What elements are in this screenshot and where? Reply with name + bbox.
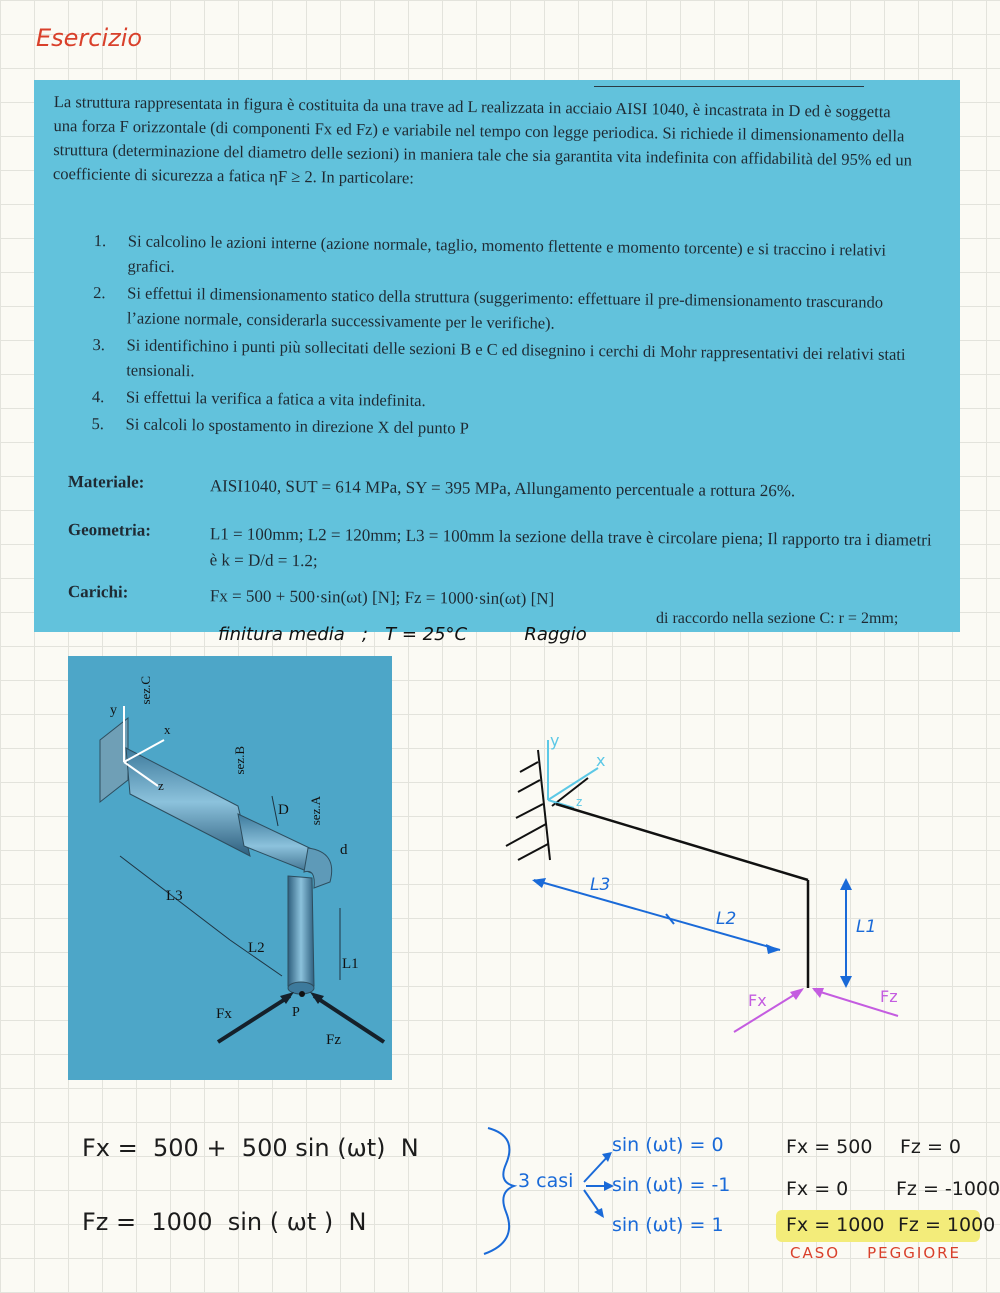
sketch-label-x: x (596, 751, 606, 770)
sketch-label-Fz: Fz (880, 987, 898, 1006)
equation-fz: Fz = 1000 sin ( ωt ) N (82, 1208, 367, 1236)
fig-label-P: P (292, 1005, 300, 1020)
page-title: Esercizio (36, 24, 143, 52)
fig-label-L3: L3 (166, 888, 183, 904)
sketch-label-Fx: Fx (748, 991, 767, 1010)
case1-fz: Fz = 0 (900, 1136, 961, 1158)
sketch-label-L3: L3 (590, 875, 611, 895)
fig-label-D: D (278, 802, 289, 818)
hand-sketch (490, 720, 930, 1050)
task-item: 5. Si calcoli lo spostamento in direzione X del punto P (91, 413, 469, 438)
case2-fx: Fx = 0 (786, 1178, 849, 1200)
task-item: 3. Si identifichino i punti più sollecitati delle sezioni B e C ed disegnino i cerchi di Mohr rappresentativi dei relativi stati tensionali. (92, 334, 906, 381)
case-item-1: sin (ωt) = 0 (612, 1134, 724, 1156)
case-item-2: sin (ωt) = -1 (612, 1174, 731, 1196)
cases-label: 3 casi (518, 1170, 574, 1192)
handwritten-note: finitura media ; T = 25°C Raggio (218, 624, 587, 645)
sketch-label-y: y (550, 731, 560, 750)
equation-fx: Fx = 500 + 500 sin (ωt) N (82, 1134, 419, 1162)
sketch-label-L2: L2 (716, 909, 737, 929)
fig-label-Fx: Fx (216, 1006, 232, 1022)
header-line (594, 80, 864, 87)
fig-label-sezC: sez.C (138, 676, 153, 705)
fig-label-Fz: Fz (326, 1032, 341, 1048)
cut-off-text: di raccordo nella sezione C: r = 2mm; (656, 610, 899, 627)
loads-spec: Carichi: Fx = 500 + 500·sin(ωt) [N]; Fz = 1000·sin(ωt) [N] (67, 582, 555, 609)
sketch-label-z: z (576, 795, 583, 809)
cases-brace (478, 1124, 618, 1260)
task-item: 4. Si effettui la verifica a fatica a vita indefinita. (91, 386, 426, 411)
case2-fz: Fz = -1000 (896, 1178, 1000, 1200)
case3-fz: Fz = 1000 (898, 1214, 996, 1236)
fig-label-d: d (340, 842, 348, 858)
geometry-spec: Geometria: L1 = 100mm; L2 = 120mm; L3 = 100mm la sezione della trave è circolare piena; Il rapporto tra i diametri è k = D/d = 1.2; (67, 520, 932, 571)
material-spec: Materiale: AISI1040, SUT = 614 MPa, SY = 395 MPa, Allungamento percentuale a rottura 26%. (67, 472, 796, 501)
problem-intro: La struttura rappresentata in figura è costituita da una trave ad L realizzata in acciaio AISI 1040, è incastrata in D ed è soggetta una forza F orizzontale (di componenti Fx ed Fz) e variabile nel tempo con legge periodica. Si richiede il dimensionamento della struttura (determinazione del diametro delle sezioni) in maniera tale che sia garantita vita indefinita con affidabilità del 95% ed un coefficiente di sicurezza a fatica ηF ≥ 2. In particolare: (52, 91, 913, 188)
worst-case-label: CASO PEGGIORE (790, 1244, 962, 1262)
case-item-3: sin (ωt) = 1 (612, 1214, 724, 1236)
fig-label-x: x (164, 722, 171, 737)
task-item: 1. Si calcolino le azioni interne (azione normale, taglio, momento flettente e momento torcente) e si traccino i relativi grafici. (93, 230, 887, 276)
case1-fx: Fx = 500 (786, 1136, 873, 1158)
beam-figure-photo (68, 656, 392, 1080)
fig-label-sezB: sez.B (232, 746, 247, 775)
fig-label-y: y (110, 703, 117, 718)
case3-fx: Fx = 1000 (786, 1214, 885, 1236)
fig-label-L2: L2 (248, 940, 265, 956)
fig-label-z: z (158, 778, 164, 793)
problem-photo (34, 80, 960, 632)
task-list (91, 228, 914, 448)
fig-label-sezA: sez.A (308, 796, 323, 826)
sketch-label-L1: L1 (856, 917, 877, 937)
beam-3d-drawing (68, 656, 392, 1080)
task-item: 2. Si effettui il dimensionamento statico della struttura (suggerimento: effettuare il pre-dimensionamento trascurando l’azione normale, considerarla successivamente per le verifiche). (93, 282, 884, 333)
fig-label-L1: L1 (342, 956, 359, 972)
